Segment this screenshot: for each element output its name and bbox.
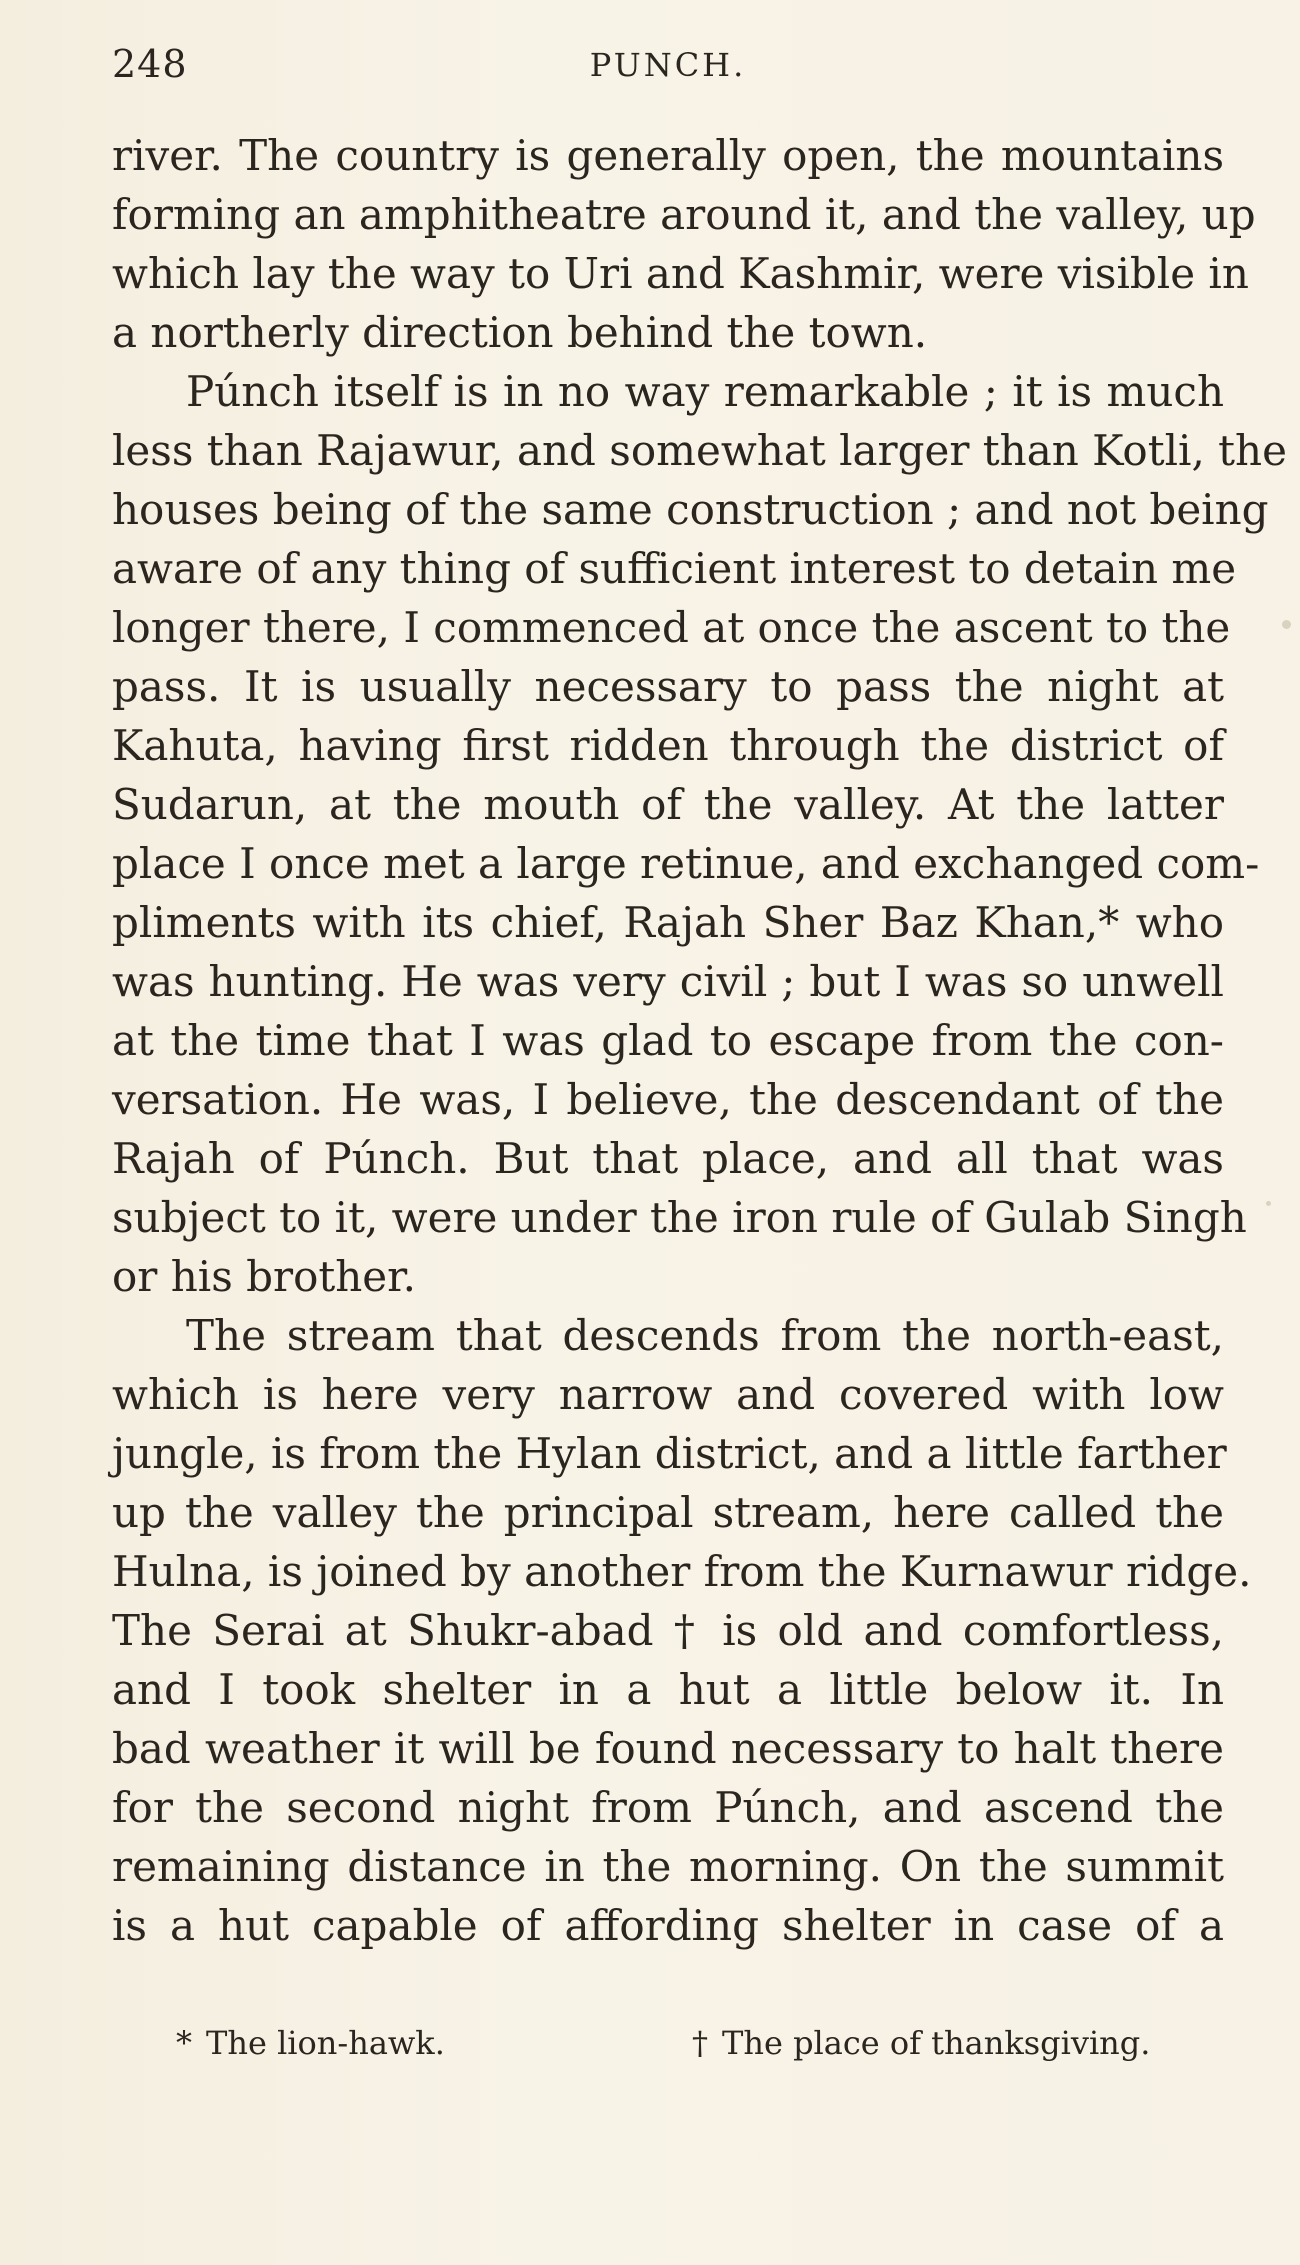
footnote	[176, 2024, 445, 2062]
body-text	[112, 126, 1287, 1955]
text-line: at the time that I was glad to escape from the con-	[112, 1016, 1224, 1065]
text-line: The Serai at Shukr-abad † is old and comfortless,	[112, 1606, 1224, 1655]
running-title: PUNCH.	[589, 46, 747, 84]
text-line: houses being of the same construction ; and not being	[112, 485, 1269, 534]
footnote	[692, 2024, 1150, 2062]
text-line: Hulna, is joined by another from the Kurnawur ridge.	[112, 1547, 1252, 1596]
running-head	[112, 42, 1224, 92]
text-line: bad weather it will be found necessary to halt there	[112, 1724, 1224, 1773]
paper-speck	[1282, 620, 1291, 629]
text-line: jungle, is from the Hylan district, and a little farther	[112, 1429, 1227, 1478]
text-line: forming an amphitheatre around it, and the valley, up	[112, 190, 1256, 239]
text-line: which is here very narrow and covered with low	[112, 1370, 1224, 1419]
text-line: and I took shelter in a hut a little below it. In	[112, 1665, 1224, 1714]
text-line: aware of any thing of sufficient interest to detain me	[112, 544, 1237, 593]
text-line: up the valley the principal stream, here called the	[112, 1488, 1224, 1537]
footnote-marker: *	[176, 2024, 192, 2062]
text-line: remaining distance in the morning. On the summit	[112, 1842, 1224, 1891]
text-line: place I once met a large retinue, and exchanged com-	[112, 839, 1260, 888]
text-line: Sudarun, at the mouth of the valley. At the latter	[112, 780, 1224, 829]
text-line: was hunting. He was very civil ; but I was so unwell	[112, 957, 1224, 1006]
text-line: for the second night from Púnch, and ascend the	[112, 1783, 1224, 1832]
text-line: a northerly direction behind the town.	[112, 308, 928, 357]
text-line: versation. He was, I believe, the descendant of the	[112, 1075, 1224, 1124]
footnote-text: The lion-hawk.	[206, 2024, 445, 2062]
text-line: Kahuta, having first ridden through the district of	[112, 721, 1224, 770]
page-number: 248	[112, 42, 188, 86]
text-line: or his brother.	[112, 1252, 416, 1301]
text-line: pliments with its chief, Rajah Sher Baz Khan,* who	[112, 898, 1224, 947]
text-line: pass. It is usually necessary to pass the night at	[112, 662, 1224, 711]
footnote-marker: †	[692, 2024, 708, 2062]
footnote-text: The place of thanksgiving.	[722, 2024, 1151, 2062]
text-line: The stream that descends from the north-east,	[186, 1311, 1224, 1360]
text-line: Rajah of Púnch. But that place, and all that was	[112, 1134, 1224, 1183]
text-line: river. The country is generally open, the mountains	[112, 131, 1224, 180]
text-line: longer there, I commenced at once the ascent to the	[112, 603, 1231, 652]
footnotes	[112, 2024, 1224, 2074]
paper-speck	[1266, 1201, 1271, 1206]
text-line: which lay the way to Uri and Kashmir, were visible in	[112, 249, 1249, 298]
text-line: is a hut capable of affording shelter in case of a	[112, 1901, 1224, 1950]
text-line: less than Rajawur, and somewhat larger than Kotli, the	[112, 426, 1287, 475]
text-line: subject to it, were under the iron rule of Gulab Singh	[112, 1193, 1247, 1242]
text-line: Púnch itself is in no way remarkable ; it is much	[186, 367, 1224, 416]
